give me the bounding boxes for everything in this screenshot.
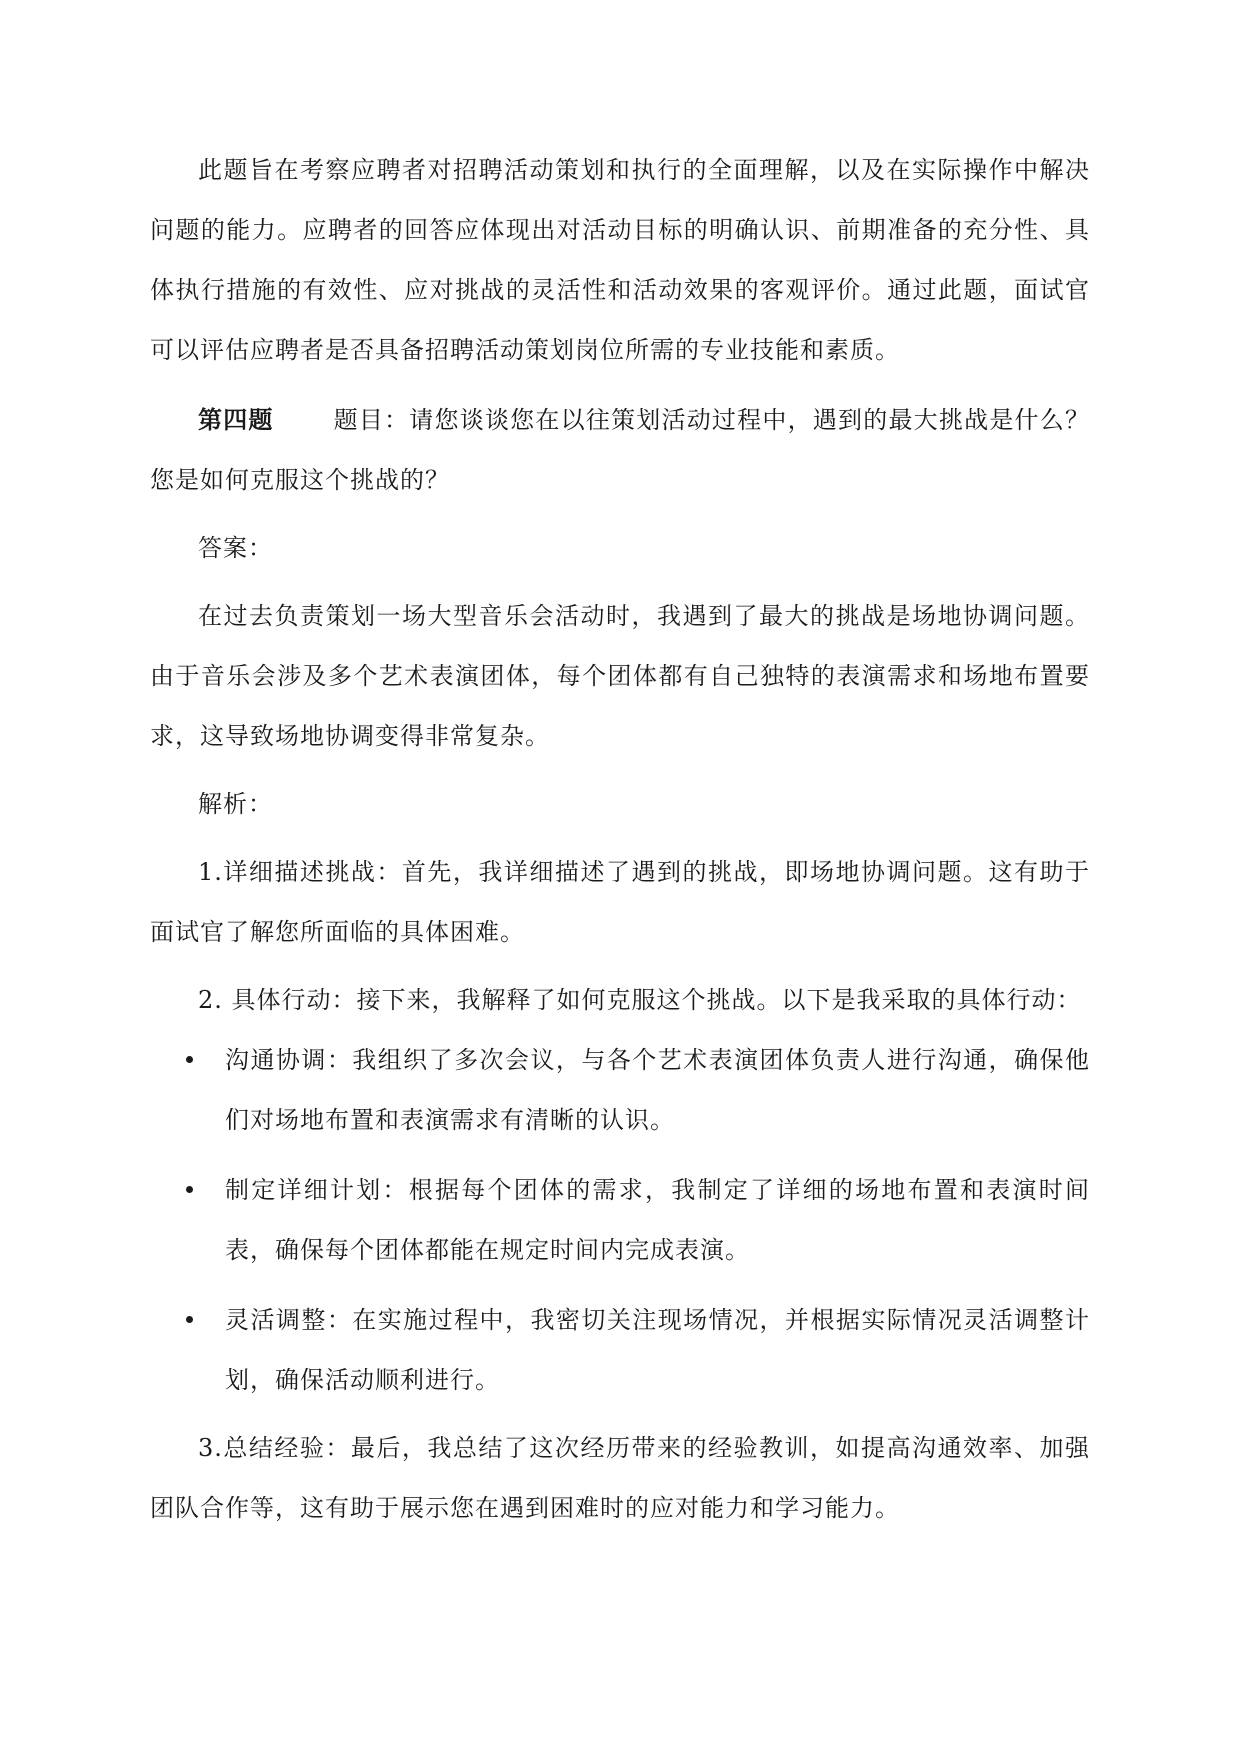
bullet-item [150, 1030, 1090, 1150]
bullet-item [150, 1160, 1090, 1280]
action-bullet-list [150, 1030, 1090, 1410]
bullet-text: 制定详细计划：根据每个团体的需求，我制定了详细的场地布置和表演时间表，确保每个团体都能在规定时间内完成表演。 [225, 1176, 1090, 1264]
bullet-dot-icon [186, 1056, 193, 1063]
bullet-text: 灵活调整：在实施过程中，我密切关注现场情况，并根据实际情况灵活调整计划，确保活动顺利进行。 [225, 1306, 1090, 1394]
intro-paragraph: 此题旨在考察应聘者对招聘活动策划和执行的全面理解，以及在实际操作中解决问题的能力。应聘者的回答应体现出对活动目标的明确认识、前期准备的充分性、具体执行措施的有效性、应对挑战的灵活性和活动效果的客观评价。通过此题，面试官可以评估应聘者是否具备招聘活动策划岗位所需的专业技能和素质。 [150, 156, 1090, 364]
question-label: 第四题 [198, 405, 274, 434]
analysis-item-1: 1.详细描述挑战：首先，我详细描述了遇到的挑战，即场地协调问题。这有助于面试官了解您所面临的具体困难。 [150, 858, 1090, 946]
bullet-dot-icon [186, 1316, 193, 1323]
analysis-item-2: 2. 具体行动：接下来，我解释了如何克服这个挑战。以下是我采取的具体行动： [198, 986, 1082, 1014]
question-paragraph [150, 390, 1090, 510]
answer-paragraph: 在过去负责策划一场大型音乐会活动时，我遇到了最大的挑战是场地协调问题。由于音乐会涉及多个艺术表演团体，每个团体都有自己独特的表演需求和场地布置要求，这导致场地协调变得非常复杂。 [150, 602, 1090, 750]
bullet-dot-icon [186, 1186, 193, 1193]
analysis-item-3: 3.总结经验：最后，我总结了这次经历带来的经验教训，如提高沟通效率、加强团队合作等，这有助于展示您在遇到困难时的应对能力和学习能力。 [150, 1434, 1090, 1522]
bullet-text: 沟通协调：我组织了多次会议，与各个艺术表演团体负责人进行沟通，确保他们对场地布置和表演需求有清晰的认识。 [225, 1046, 1090, 1134]
bullet-item [150, 1290, 1090, 1410]
question-text: 题目：请您谈谈您在以往策划活动过程中，遇到的最大挑战是什么？您是如何克服这个挑战的？ [150, 406, 1090, 494]
document-content [150, 140, 1090, 1538]
answer-heading: 答案： [198, 534, 273, 562]
analysis-heading: 解析： [198, 790, 273, 818]
